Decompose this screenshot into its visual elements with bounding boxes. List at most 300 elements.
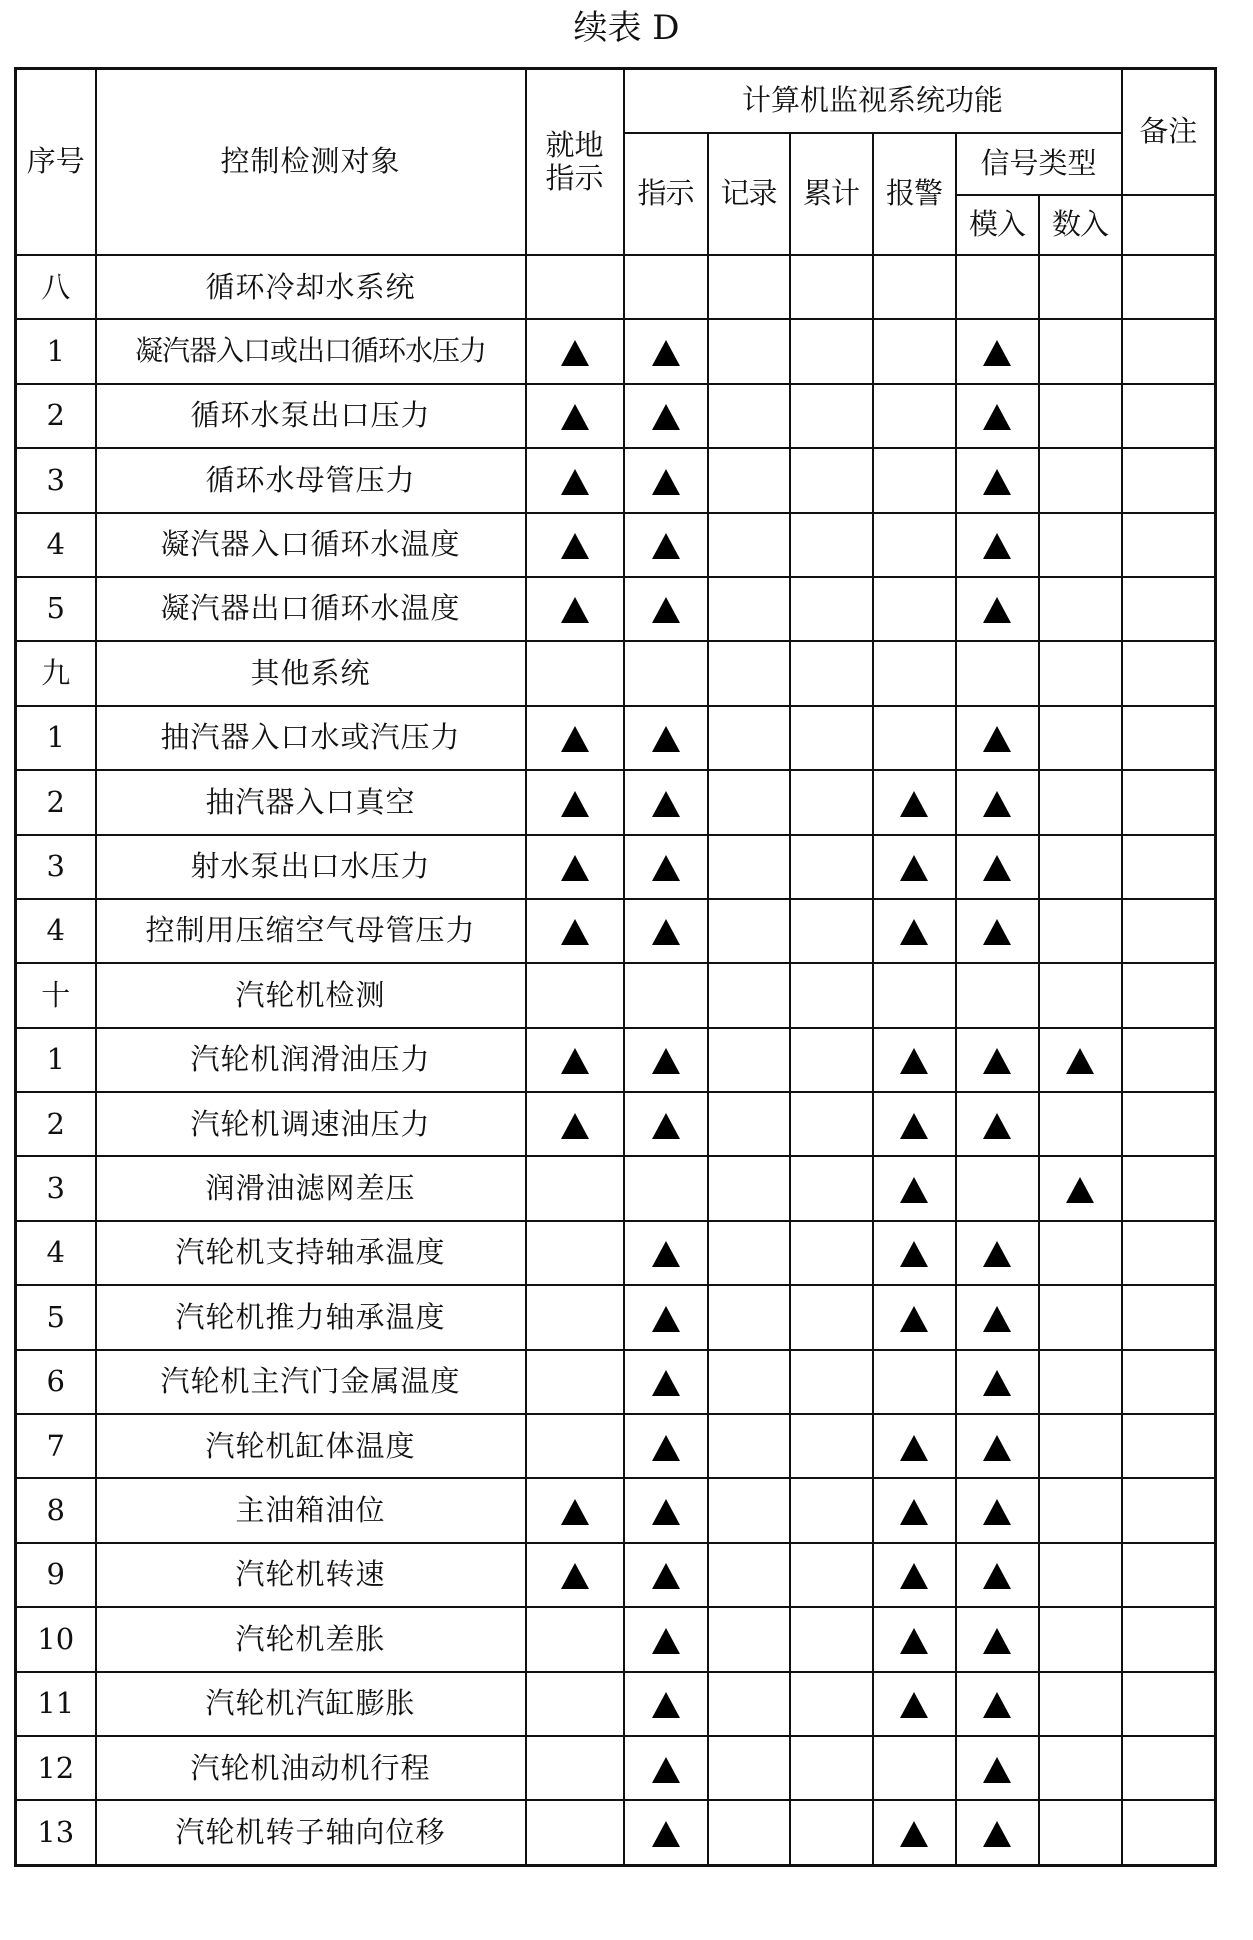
cell-analog_in	[956, 384, 1039, 448]
cell-alarm	[873, 1800, 956, 1865]
cell-accumulate	[790, 641, 873, 705]
triangle-mark-icon	[983, 469, 1011, 495]
cell-indicate	[624, 899, 708, 963]
row-seq: 八	[16, 255, 96, 319]
triangle-mark-icon	[983, 726, 1011, 752]
cell-record	[708, 1092, 790, 1156]
row-seq: 2	[16, 770, 96, 834]
header-remark-empty	[1122, 195, 1216, 255]
cell-digital_in	[1039, 1414, 1122, 1478]
cell-local	[526, 1350, 624, 1414]
cell-analog_in	[956, 255, 1039, 319]
triangle-mark-icon	[900, 1692, 928, 1718]
row-object-name: 汽轮机润滑油压力	[96, 1028, 526, 1092]
table-row	[16, 577, 1216, 641]
row-object-name: 汽轮机缸体温度	[96, 1414, 526, 1478]
cell-analog_in	[956, 641, 1039, 705]
cell-local	[526, 1156, 624, 1220]
row-seq: 3	[16, 835, 96, 899]
row-seq: 13	[16, 1800, 96, 1865]
cell-record	[708, 1672, 790, 1736]
row-seq: 8	[16, 1478, 96, 1542]
triangle-mark-icon	[652, 1499, 680, 1525]
triangle-mark-icon	[652, 1306, 680, 1332]
cell-alarm	[873, 1414, 956, 1478]
table-row	[16, 1028, 1216, 1092]
triangle-mark-icon	[561, 597, 589, 623]
row-object-name: 汽轮机油动机行程	[96, 1736, 526, 1800]
cell-analog_in	[956, 899, 1039, 963]
row-object-name: 凝汽器入口或出口循环水压力	[96, 319, 526, 383]
table-row	[16, 1478, 1216, 1542]
cell-indicate	[624, 319, 708, 383]
cell-analog_in	[956, 770, 1039, 834]
cell-accumulate	[790, 1028, 873, 1092]
cell-alarm	[873, 899, 956, 963]
header-digital-in: 数入	[1039, 195, 1122, 255]
header-indicate: 指示	[624, 133, 708, 255]
table-row	[16, 1800, 1216, 1865]
row-seq: 11	[16, 1672, 96, 1736]
triangle-mark-icon	[900, 1306, 928, 1332]
cell-analog_in	[956, 577, 1039, 641]
triangle-mark-icon	[652, 1113, 680, 1139]
triangle-mark-icon	[652, 726, 680, 752]
table-row	[16, 1543, 1216, 1607]
cell-alarm	[873, 1736, 956, 1800]
cell-digital_in	[1039, 1092, 1122, 1156]
cell-remark	[1122, 1672, 1216, 1736]
triangle-mark-icon	[983, 1692, 1011, 1718]
triangle-mark-icon	[561, 919, 589, 945]
cell-accumulate	[790, 1800, 873, 1865]
cell-accumulate	[790, 770, 873, 834]
cell-record	[708, 1285, 790, 1349]
cell-alarm	[873, 641, 956, 705]
section-row	[16, 963, 1216, 1027]
cell-indicate	[624, 1028, 708, 1092]
cell-remark	[1122, 1478, 1216, 1542]
cell-alarm	[873, 513, 956, 577]
cell-indicate	[624, 1285, 708, 1349]
cell-analog_in	[956, 1607, 1039, 1671]
row-seq: 3	[16, 448, 96, 512]
row-seq: 12	[16, 1736, 96, 1800]
cell-analog_in	[956, 513, 1039, 577]
triangle-mark-icon	[652, 597, 680, 623]
cell-accumulate	[790, 1672, 873, 1736]
header-local-line2: 指示	[545, 161, 604, 195]
cell-alarm	[873, 1092, 956, 1156]
triangle-mark-icon	[652, 1241, 680, 1267]
cell-remark	[1122, 1285, 1216, 1349]
row-object-name: 抽汽器入口真空	[96, 770, 526, 834]
table-caption: 续表 D	[573, 8, 680, 48]
row-seq: 1	[16, 706, 96, 770]
cell-remark	[1122, 770, 1216, 834]
cell-accumulate	[790, 513, 873, 577]
cell-analog_in	[956, 963, 1039, 1027]
cell-local	[526, 963, 624, 1027]
cell-digital_in	[1039, 384, 1122, 448]
cell-record	[708, 448, 790, 512]
row-seq: 十	[16, 963, 96, 1027]
triangle-mark-icon	[561, 1563, 589, 1589]
cell-local	[526, 1672, 624, 1736]
cell-record	[708, 1543, 790, 1607]
cell-indicate	[624, 1543, 708, 1607]
cell-remark	[1122, 1736, 1216, 1800]
cell-analog_in	[956, 1672, 1039, 1736]
cell-digital_in	[1039, 1736, 1122, 1800]
triangle-mark-icon	[983, 1048, 1011, 1074]
cell-local	[526, 770, 624, 834]
row-object-name: 控制用压缩空气母管压力	[96, 899, 526, 963]
cell-remark	[1122, 448, 1216, 512]
cell-record	[708, 1736, 790, 1800]
cell-alarm	[873, 1607, 956, 1671]
section-name: 汽轮机检测	[96, 963, 526, 1027]
cell-indicate	[624, 1478, 708, 1542]
cell-local	[526, 1478, 624, 1542]
cell-indicate	[624, 577, 708, 641]
triangle-mark-icon	[652, 791, 680, 817]
cell-local	[526, 899, 624, 963]
cell-alarm	[873, 1285, 956, 1349]
table-row	[16, 899, 1216, 963]
triangle-mark-icon	[983, 597, 1011, 623]
triangle-mark-icon	[561, 791, 589, 817]
row-seq: 5	[16, 1285, 96, 1349]
table-row	[16, 835, 1216, 899]
triangle-mark-icon	[652, 404, 680, 430]
table-row	[16, 1221, 1216, 1285]
row-object-name: 循环水泵出口压力	[96, 384, 526, 448]
header-signal-type: 信号类型	[956, 133, 1122, 195]
cell-digital_in	[1039, 899, 1122, 963]
cell-indicate	[624, 448, 708, 512]
cell-analog_in	[956, 706, 1039, 770]
cell-digital_in	[1039, 641, 1122, 705]
header-local-indication	[526, 69, 624, 256]
cell-local	[526, 384, 624, 448]
section-name: 其他系统	[96, 641, 526, 705]
cell-indicate	[624, 835, 708, 899]
cell-local	[526, 1028, 624, 1092]
cell-alarm	[873, 1156, 956, 1220]
row-seq: 9	[16, 1543, 96, 1607]
table-row	[16, 1156, 1216, 1220]
header-local-line1: 就地	[545, 127, 604, 162]
cell-remark	[1122, 384, 1216, 448]
cell-local	[526, 1607, 624, 1671]
row-seq: 九	[16, 641, 96, 705]
cell-analog_in	[956, 1028, 1039, 1092]
cell-local	[526, 835, 624, 899]
row-object-name: 汽轮机主汽门金属温度	[96, 1350, 526, 1414]
cell-record	[708, 319, 790, 383]
cell-record	[708, 577, 790, 641]
table-row	[16, 770, 1216, 834]
row-object-name: 凝汽器入口循环水温度	[96, 513, 526, 577]
cell-record	[708, 1414, 790, 1478]
triangle-mark-icon	[652, 340, 680, 366]
triangle-mark-icon	[561, 340, 589, 366]
triangle-mark-icon	[983, 919, 1011, 945]
cell-digital_in	[1039, 513, 1122, 577]
row-seq: 7	[16, 1414, 96, 1478]
cell-local	[526, 255, 624, 319]
cell-digital_in	[1039, 1607, 1122, 1671]
cell-alarm	[873, 255, 956, 319]
cell-remark	[1122, 1221, 1216, 1285]
cell-digital_in	[1039, 1221, 1122, 1285]
cell-local	[526, 1736, 624, 1800]
cell-record	[708, 1478, 790, 1542]
header-computer-functions: 计算机监视系统功能	[624, 69, 1122, 134]
cell-local	[526, 706, 624, 770]
cell-remark	[1122, 1607, 1216, 1671]
cell-analog_in	[956, 1543, 1039, 1607]
cell-record	[708, 641, 790, 705]
cell-record	[708, 513, 790, 577]
cell-digital_in	[1039, 1350, 1122, 1414]
table-row	[16, 1350, 1216, 1414]
cell-local	[526, 319, 624, 383]
cell-accumulate	[790, 1478, 873, 1542]
table-row	[16, 319, 1216, 383]
cell-indicate	[624, 1800, 708, 1865]
cell-remark	[1122, 1414, 1216, 1478]
row-object-name: 汽轮机转速	[96, 1543, 526, 1607]
triangle-mark-icon	[983, 1757, 1011, 1783]
cell-alarm	[873, 706, 956, 770]
row-object-name: 循环水母管压力	[96, 448, 526, 512]
cell-remark	[1122, 319, 1216, 383]
triangle-mark-icon	[561, 1048, 589, 1074]
cell-accumulate	[790, 1607, 873, 1671]
cell-indicate	[624, 513, 708, 577]
cell-local	[526, 1543, 624, 1607]
cell-indicate	[624, 384, 708, 448]
cell-record	[708, 963, 790, 1027]
triangle-mark-icon	[983, 1241, 1011, 1267]
cell-indicate	[624, 1607, 708, 1671]
row-seq: 4	[16, 899, 96, 963]
cell-record	[708, 1156, 790, 1220]
cell-remark	[1122, 963, 1216, 1027]
triangle-mark-icon	[900, 919, 928, 945]
cell-digital_in	[1039, 1285, 1122, 1349]
triangle-mark-icon	[652, 919, 680, 945]
table-row	[16, 1092, 1216, 1156]
triangle-mark-icon	[983, 1628, 1011, 1654]
cell-analog_in	[956, 1736, 1039, 1800]
row-seq: 3	[16, 1156, 96, 1220]
triangle-mark-icon	[561, 1113, 589, 1139]
triangle-mark-icon	[561, 855, 589, 881]
triangle-mark-icon	[900, 1241, 928, 1267]
cell-accumulate	[790, 1736, 873, 1800]
cell-record	[708, 255, 790, 319]
table-row	[16, 706, 1216, 770]
cell-indicate	[624, 963, 708, 1027]
triangle-mark-icon	[652, 1370, 680, 1396]
cell-digital_in	[1039, 448, 1122, 512]
cell-local	[526, 1414, 624, 1478]
header-object: 控制检测对象	[96, 69, 526, 256]
cell-accumulate	[790, 1221, 873, 1285]
row-seq: 4	[16, 1221, 96, 1285]
cell-alarm	[873, 963, 956, 1027]
cell-local	[526, 1285, 624, 1349]
cell-analog_in	[956, 1478, 1039, 1542]
cell-alarm	[873, 1028, 956, 1092]
table-row	[16, 448, 1216, 512]
table-row	[16, 1414, 1216, 1478]
cell-analog_in	[956, 448, 1039, 512]
cell-indicate	[624, 770, 708, 834]
cell-remark	[1122, 1543, 1216, 1607]
cell-digital_in	[1039, 835, 1122, 899]
cell-local	[526, 513, 624, 577]
cell-analog_in	[956, 1156, 1039, 1220]
row-object-name: 汽轮机差胀	[96, 1607, 526, 1671]
header-analog-in: 模入	[956, 195, 1039, 255]
row-object-name: 汽轮机转子轴向位移	[96, 1800, 526, 1865]
triangle-mark-icon	[561, 404, 589, 430]
cell-alarm	[873, 770, 956, 834]
triangle-mark-icon	[900, 1113, 928, 1139]
triangle-mark-icon	[983, 404, 1011, 430]
cell-indicate	[624, 1736, 708, 1800]
cell-local	[526, 448, 624, 512]
cell-analog_in	[956, 1350, 1039, 1414]
triangle-mark-icon	[652, 855, 680, 881]
cell-remark	[1122, 1350, 1216, 1414]
row-seq: 6	[16, 1350, 96, 1414]
cell-analog_in	[956, 1800, 1039, 1865]
triangle-mark-icon	[652, 1692, 680, 1718]
cell-remark	[1122, 1800, 1216, 1865]
cell-remark	[1122, 1028, 1216, 1092]
triangle-mark-icon	[900, 1821, 928, 1847]
row-object-name: 凝汽器出口循环水温度	[96, 577, 526, 641]
cell-remark	[1122, 513, 1216, 577]
row-object-name: 抽汽器入口水或汽压力	[96, 706, 526, 770]
header-seq: 序号	[16, 69, 96, 256]
table-row	[16, 1607, 1216, 1671]
cell-analog_in	[956, 1221, 1039, 1285]
cell-accumulate	[790, 1285, 873, 1349]
table-row	[16, 1672, 1216, 1736]
row-object-name: 润滑油滤网差压	[96, 1156, 526, 1220]
triangle-mark-icon	[652, 1435, 680, 1461]
cell-analog_in	[956, 1092, 1039, 1156]
cell-digital_in	[1039, 1543, 1122, 1607]
row-seq: 5	[16, 577, 96, 641]
cell-record	[708, 1350, 790, 1414]
table-row	[16, 1736, 1216, 1800]
cell-alarm	[873, 835, 956, 899]
cell-record	[708, 384, 790, 448]
row-seq: 2	[16, 1092, 96, 1156]
cell-accumulate	[790, 1092, 873, 1156]
triangle-mark-icon	[900, 791, 928, 817]
triangle-mark-icon	[983, 1821, 1011, 1847]
triangle-mark-icon	[561, 726, 589, 752]
cell-record	[708, 1607, 790, 1671]
header-alarm: 报警	[873, 133, 956, 255]
cell-digital_in	[1039, 577, 1122, 641]
cell-digital_in	[1039, 1028, 1122, 1092]
cell-accumulate	[790, 319, 873, 383]
triangle-mark-icon	[983, 1113, 1011, 1139]
cell-remark	[1122, 255, 1216, 319]
cell-digital_in	[1039, 706, 1122, 770]
triangle-mark-icon	[652, 1628, 680, 1654]
triangle-mark-icon	[983, 340, 1011, 366]
row-object-name: 汽轮机调速油压力	[96, 1092, 526, 1156]
cell-analog_in	[956, 319, 1039, 383]
cell-accumulate	[790, 448, 873, 512]
cell-accumulate	[790, 577, 873, 641]
cell-digital_in	[1039, 1800, 1122, 1865]
row-object-name: 汽轮机支持轴承温度	[96, 1221, 526, 1285]
cell-record	[708, 1028, 790, 1092]
header-accumulate: 累计	[790, 133, 873, 255]
cell-indicate	[624, 1350, 708, 1414]
cell-alarm	[873, 1543, 956, 1607]
header-remark: 备注	[1122, 69, 1216, 196]
row-object-name: 主油箱油位	[96, 1478, 526, 1542]
cell-accumulate	[790, 835, 873, 899]
cell-digital_in	[1039, 963, 1122, 1027]
cell-alarm	[873, 1672, 956, 1736]
row-object-name: 汽轮机汽缸膨胀	[96, 1672, 526, 1736]
cell-accumulate	[790, 1350, 873, 1414]
triangle-mark-icon	[900, 1563, 928, 1589]
cell-record	[708, 899, 790, 963]
row-seq: 1	[16, 319, 96, 383]
section-row	[16, 255, 1216, 319]
table-row	[16, 384, 1216, 448]
table-row	[16, 513, 1216, 577]
cell-accumulate	[790, 1414, 873, 1478]
cell-alarm	[873, 384, 956, 448]
row-seq: 2	[16, 384, 96, 448]
cell-accumulate	[790, 1543, 873, 1607]
triangle-mark-icon	[983, 1499, 1011, 1525]
row-seq: 10	[16, 1607, 96, 1671]
cell-local	[526, 577, 624, 641]
triangle-mark-icon	[1066, 1177, 1094, 1203]
triangle-mark-icon	[652, 1048, 680, 1074]
cell-local	[526, 1800, 624, 1865]
cell-indicate	[624, 1092, 708, 1156]
triangle-mark-icon	[652, 1821, 680, 1847]
cell-remark	[1122, 706, 1216, 770]
cell-digital_in	[1039, 319, 1122, 383]
triangle-mark-icon	[561, 533, 589, 559]
triangle-mark-icon	[652, 533, 680, 559]
cell-analog_in	[956, 1285, 1039, 1349]
table-row	[16, 1285, 1216, 1349]
cell-accumulate	[790, 706, 873, 770]
cell-indicate	[624, 1414, 708, 1478]
cell-remark	[1122, 835, 1216, 899]
cell-digital_in	[1039, 1672, 1122, 1736]
